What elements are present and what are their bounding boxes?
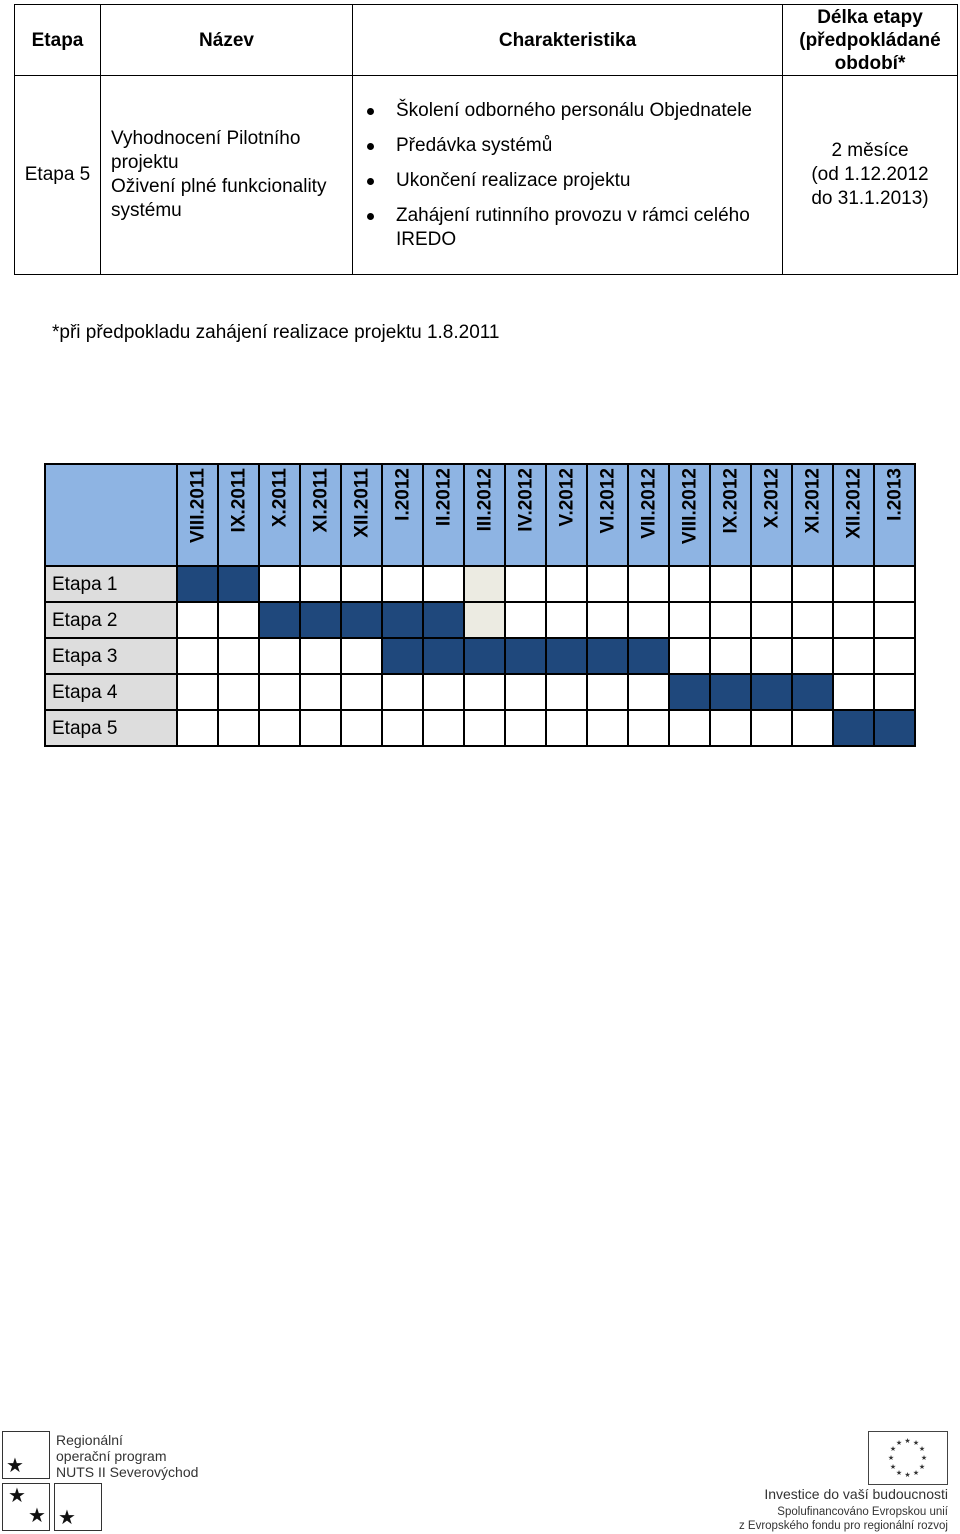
cell-delka	[783, 76, 958, 275]
cell-etapa: Etapa 5	[15, 76, 101, 275]
gantt-row	[45, 638, 915, 674]
gantt-cell	[546, 674, 587, 710]
month-header	[382, 464, 423, 566]
svg-text:★: ★	[887, 1454, 895, 1462]
svg-text:★: ★	[904, 1471, 911, 1479]
gantt-cell	[587, 710, 628, 746]
month-header	[177, 464, 218, 566]
gantt-cell	[300, 710, 341, 746]
rop-line: NUTS II Severovýchod	[56, 1464, 199, 1480]
gantt-cell	[874, 566, 915, 602]
month-label: II.2012	[433, 468, 454, 527]
gantt-cell	[628, 602, 669, 638]
gantt-cell-filled	[874, 710, 915, 746]
gantt-cell	[792, 602, 833, 638]
gantt-cell	[177, 674, 218, 710]
gantt-cell	[423, 566, 464, 602]
svg-text:★: ★	[912, 1469, 920, 1477]
month-label: XII.2011	[351, 468, 372, 538]
gantt-cell	[177, 638, 218, 674]
svg-text:★: ★	[918, 1463, 926, 1471]
bullet-list	[353, 99, 782, 252]
month-header	[833, 464, 874, 566]
gantt-cell-filled	[423, 602, 464, 638]
month-header	[792, 464, 833, 566]
eu-fund: z Evropského fondu pro regionální rozvoj	[738, 1520, 948, 1532]
gantt-corner	[45, 464, 177, 566]
gantt-row	[45, 710, 915, 746]
gantt-cell	[751, 602, 792, 638]
gantt-cell	[546, 566, 587, 602]
month-header	[710, 464, 751, 566]
gantt-cell	[300, 566, 341, 602]
gantt-cell-filled	[792, 674, 833, 710]
month-label: IV.2012	[515, 468, 536, 532]
gantt-cell	[464, 710, 505, 746]
header-etapa: Etapa	[15, 5, 101, 76]
gantt-cell	[751, 638, 792, 674]
svg-text:★: ★	[889, 1445, 897, 1453]
gantt-cell	[341, 710, 382, 746]
gantt-cell	[710, 638, 751, 674]
month-header	[587, 464, 628, 566]
gantt-cell	[464, 566, 505, 602]
footnote: *při předpokladu zahájení realizace projektu 1.8.2011	[52, 322, 500, 343]
gantt-row	[45, 566, 915, 602]
star-icon: ★	[8, 1485, 26, 1507]
gantt-cell	[382, 566, 423, 602]
gantt-cell-filled	[710, 674, 751, 710]
delka-line: (od 1.12.2012	[811, 164, 929, 185]
gantt-cell	[710, 566, 751, 602]
gantt-cell	[259, 566, 300, 602]
gantt-cell	[833, 602, 874, 638]
svg-text:★: ★	[904, 1437, 911, 1445]
gantt-cell-filled	[628, 638, 669, 674]
delka-line: 2 měsíce	[831, 140, 909, 161]
stage-table-row	[15, 76, 958, 275]
gantt-cell	[464, 602, 505, 638]
gantt-cell	[177, 710, 218, 746]
gantt-cell	[464, 674, 505, 710]
svg-text:★: ★	[918, 1445, 926, 1453]
gantt-cell	[341, 674, 382, 710]
month-header	[546, 464, 587, 566]
gantt-cell	[300, 638, 341, 674]
gantt-cell	[218, 674, 259, 710]
gantt-cell	[669, 710, 710, 746]
month-header	[341, 464, 382, 566]
gantt-cell	[382, 710, 423, 746]
month-label: XI.2011	[310, 468, 331, 533]
month-header	[259, 464, 300, 566]
gantt-cell-filled	[423, 638, 464, 674]
gantt-cell	[669, 566, 710, 602]
gantt-cell-filled	[300, 602, 341, 638]
rop-line: operační program	[56, 1448, 167, 1464]
month-label: VI.2012	[597, 468, 618, 534]
month-label: V.2012	[556, 468, 577, 527]
gantt-cell	[751, 566, 792, 602]
gantt-cell	[259, 710, 300, 746]
gantt-cell-filled	[546, 638, 587, 674]
month-label: X.2011	[269, 468, 290, 528]
bullet-item: Ukončení realizace projektu	[353, 169, 782, 193]
gantt-row-label: Etapa 4	[45, 674, 177, 710]
gantt-cell	[792, 638, 833, 674]
gantt-cell	[833, 674, 874, 710]
stage-table-header-row	[15, 5, 958, 76]
gantt-header-row	[45, 464, 915, 566]
eu-stars-icon	[869, 1432, 946, 1483]
rop-text	[56, 1432, 198, 1480]
gantt-cell	[505, 566, 546, 602]
month-header	[300, 464, 341, 566]
month-label: IX.2011	[228, 468, 249, 533]
gantt-cell	[874, 674, 915, 710]
gantt-cell	[505, 674, 546, 710]
gantt-cell-filled	[505, 638, 546, 674]
gantt-cell	[874, 602, 915, 638]
svg-text:★: ★	[895, 1439, 903, 1447]
gantt-row-label: Etapa 5	[45, 710, 177, 746]
gantt-cell	[710, 602, 751, 638]
gantt-cell-filled	[751, 674, 792, 710]
eu-logo	[700, 1428, 960, 1534]
gantt-cell-filled	[382, 602, 423, 638]
gantt-cell	[833, 566, 874, 602]
gantt-cell	[587, 566, 628, 602]
gantt-row-label: Etapa 1	[45, 566, 177, 602]
gantt-cell	[546, 710, 587, 746]
gantt-table	[44, 463, 916, 747]
star-icon: ★	[58, 1507, 76, 1529]
month-label: I.2012	[392, 468, 413, 521]
gantt-cell	[792, 566, 833, 602]
gantt-row-label: Etapa 3	[45, 638, 177, 674]
gantt-cell	[341, 638, 382, 674]
bullet-item: Předávka systémů	[353, 134, 782, 158]
gantt-cell-filled	[177, 566, 218, 602]
gantt-cell-filled	[259, 602, 300, 638]
gantt-cell-filled	[833, 710, 874, 746]
gantt-row-label: Etapa 2	[45, 602, 177, 638]
star-icon: ★	[28, 1505, 46, 1527]
gantt-cell	[546, 602, 587, 638]
gantt-cell	[259, 674, 300, 710]
gantt-cell	[587, 674, 628, 710]
month-header	[751, 464, 792, 566]
month-header	[505, 464, 546, 566]
stage-table	[14, 4, 958, 275]
gantt-cell	[423, 674, 464, 710]
month-header	[423, 464, 464, 566]
gantt-cell	[259, 638, 300, 674]
gantt-cell	[628, 674, 669, 710]
svg-text:★: ★	[889, 1463, 897, 1471]
gantt-cell	[751, 710, 792, 746]
gantt-row	[45, 674, 915, 710]
gantt-cell	[628, 710, 669, 746]
gantt-cell	[792, 710, 833, 746]
gantt-cell	[669, 638, 710, 674]
gantt-cell	[874, 638, 915, 674]
eu-slogan: Investice do vaší budoucnosti	[764, 1486, 948, 1502]
eu-cofinanced: Spolufinancováno Evropskou unií	[777, 1506, 948, 1518]
rop-logo	[0, 1428, 220, 1534]
month-label: XII.2012	[843, 468, 864, 539]
month-label: VII.2012	[638, 468, 659, 539]
gantt-cell-filled	[669, 674, 710, 710]
gantt-row	[45, 602, 915, 638]
month-label: X.2012	[761, 468, 782, 529]
gantt-cell	[505, 710, 546, 746]
gantt-cell	[669, 602, 710, 638]
gantt-cell	[218, 602, 259, 638]
svg-text:★: ★	[912, 1439, 920, 1447]
gantt-cell	[505, 602, 546, 638]
gantt-cell	[710, 710, 751, 746]
gantt-cell	[177, 602, 218, 638]
eu-flag-icon	[868, 1431, 948, 1485]
month-label: III.2012	[474, 468, 495, 532]
month-label: VIII.2012	[679, 468, 700, 545]
cell-nazev	[101, 76, 353, 275]
delka-line: do 31.1.2013)	[811, 188, 929, 209]
nazev-line: Vyhodnocení Pilotního projektu	[111, 128, 301, 173]
gantt-cell	[218, 710, 259, 746]
gantt-cell	[341, 566, 382, 602]
month-header	[464, 464, 505, 566]
gantt-cell	[300, 674, 341, 710]
nazev-line: Oživení plné funkcionality systému	[111, 176, 327, 221]
gantt-cell-filled	[218, 566, 259, 602]
header-nazev: Název	[101, 5, 353, 76]
header-charakteristika: Charakteristika	[353, 5, 783, 76]
rop-line: Regionální	[56, 1432, 123, 1448]
bullet-item: Školení odborného personálu Objednatele	[353, 99, 782, 123]
gantt-cell-filled	[341, 602, 382, 638]
month-header	[669, 464, 710, 566]
svg-text:★: ★	[895, 1469, 903, 1477]
gantt-body	[45, 566, 915, 746]
gantt-cell	[587, 602, 628, 638]
gantt-cell-filled	[464, 638, 505, 674]
gantt-cell	[218, 638, 259, 674]
gantt-cell-filled	[587, 638, 628, 674]
month-header	[628, 464, 669, 566]
bullet-item: Zahájení rutinního provozu v rámci celého IREDO	[353, 204, 782, 252]
gantt-cell	[628, 566, 669, 602]
month-label: XI.2012	[802, 468, 823, 534]
star-icon: ★	[6, 1455, 24, 1477]
gantt-cell-filled	[382, 638, 423, 674]
gantt-cell	[833, 638, 874, 674]
header-delka: Délka etapy (předpokládané období*	[783, 5, 958, 76]
cell-charakteristika	[353, 76, 783, 275]
month-label: IX.2012	[720, 468, 741, 534]
month-header	[218, 464, 259, 566]
month-header	[874, 464, 915, 566]
gantt-cell	[423, 710, 464, 746]
month-label: VIII.2011	[187, 468, 208, 544]
svg-text:★: ★	[920, 1454, 928, 1462]
gantt-cell	[382, 674, 423, 710]
month-label: I.2013	[884, 468, 905, 521]
